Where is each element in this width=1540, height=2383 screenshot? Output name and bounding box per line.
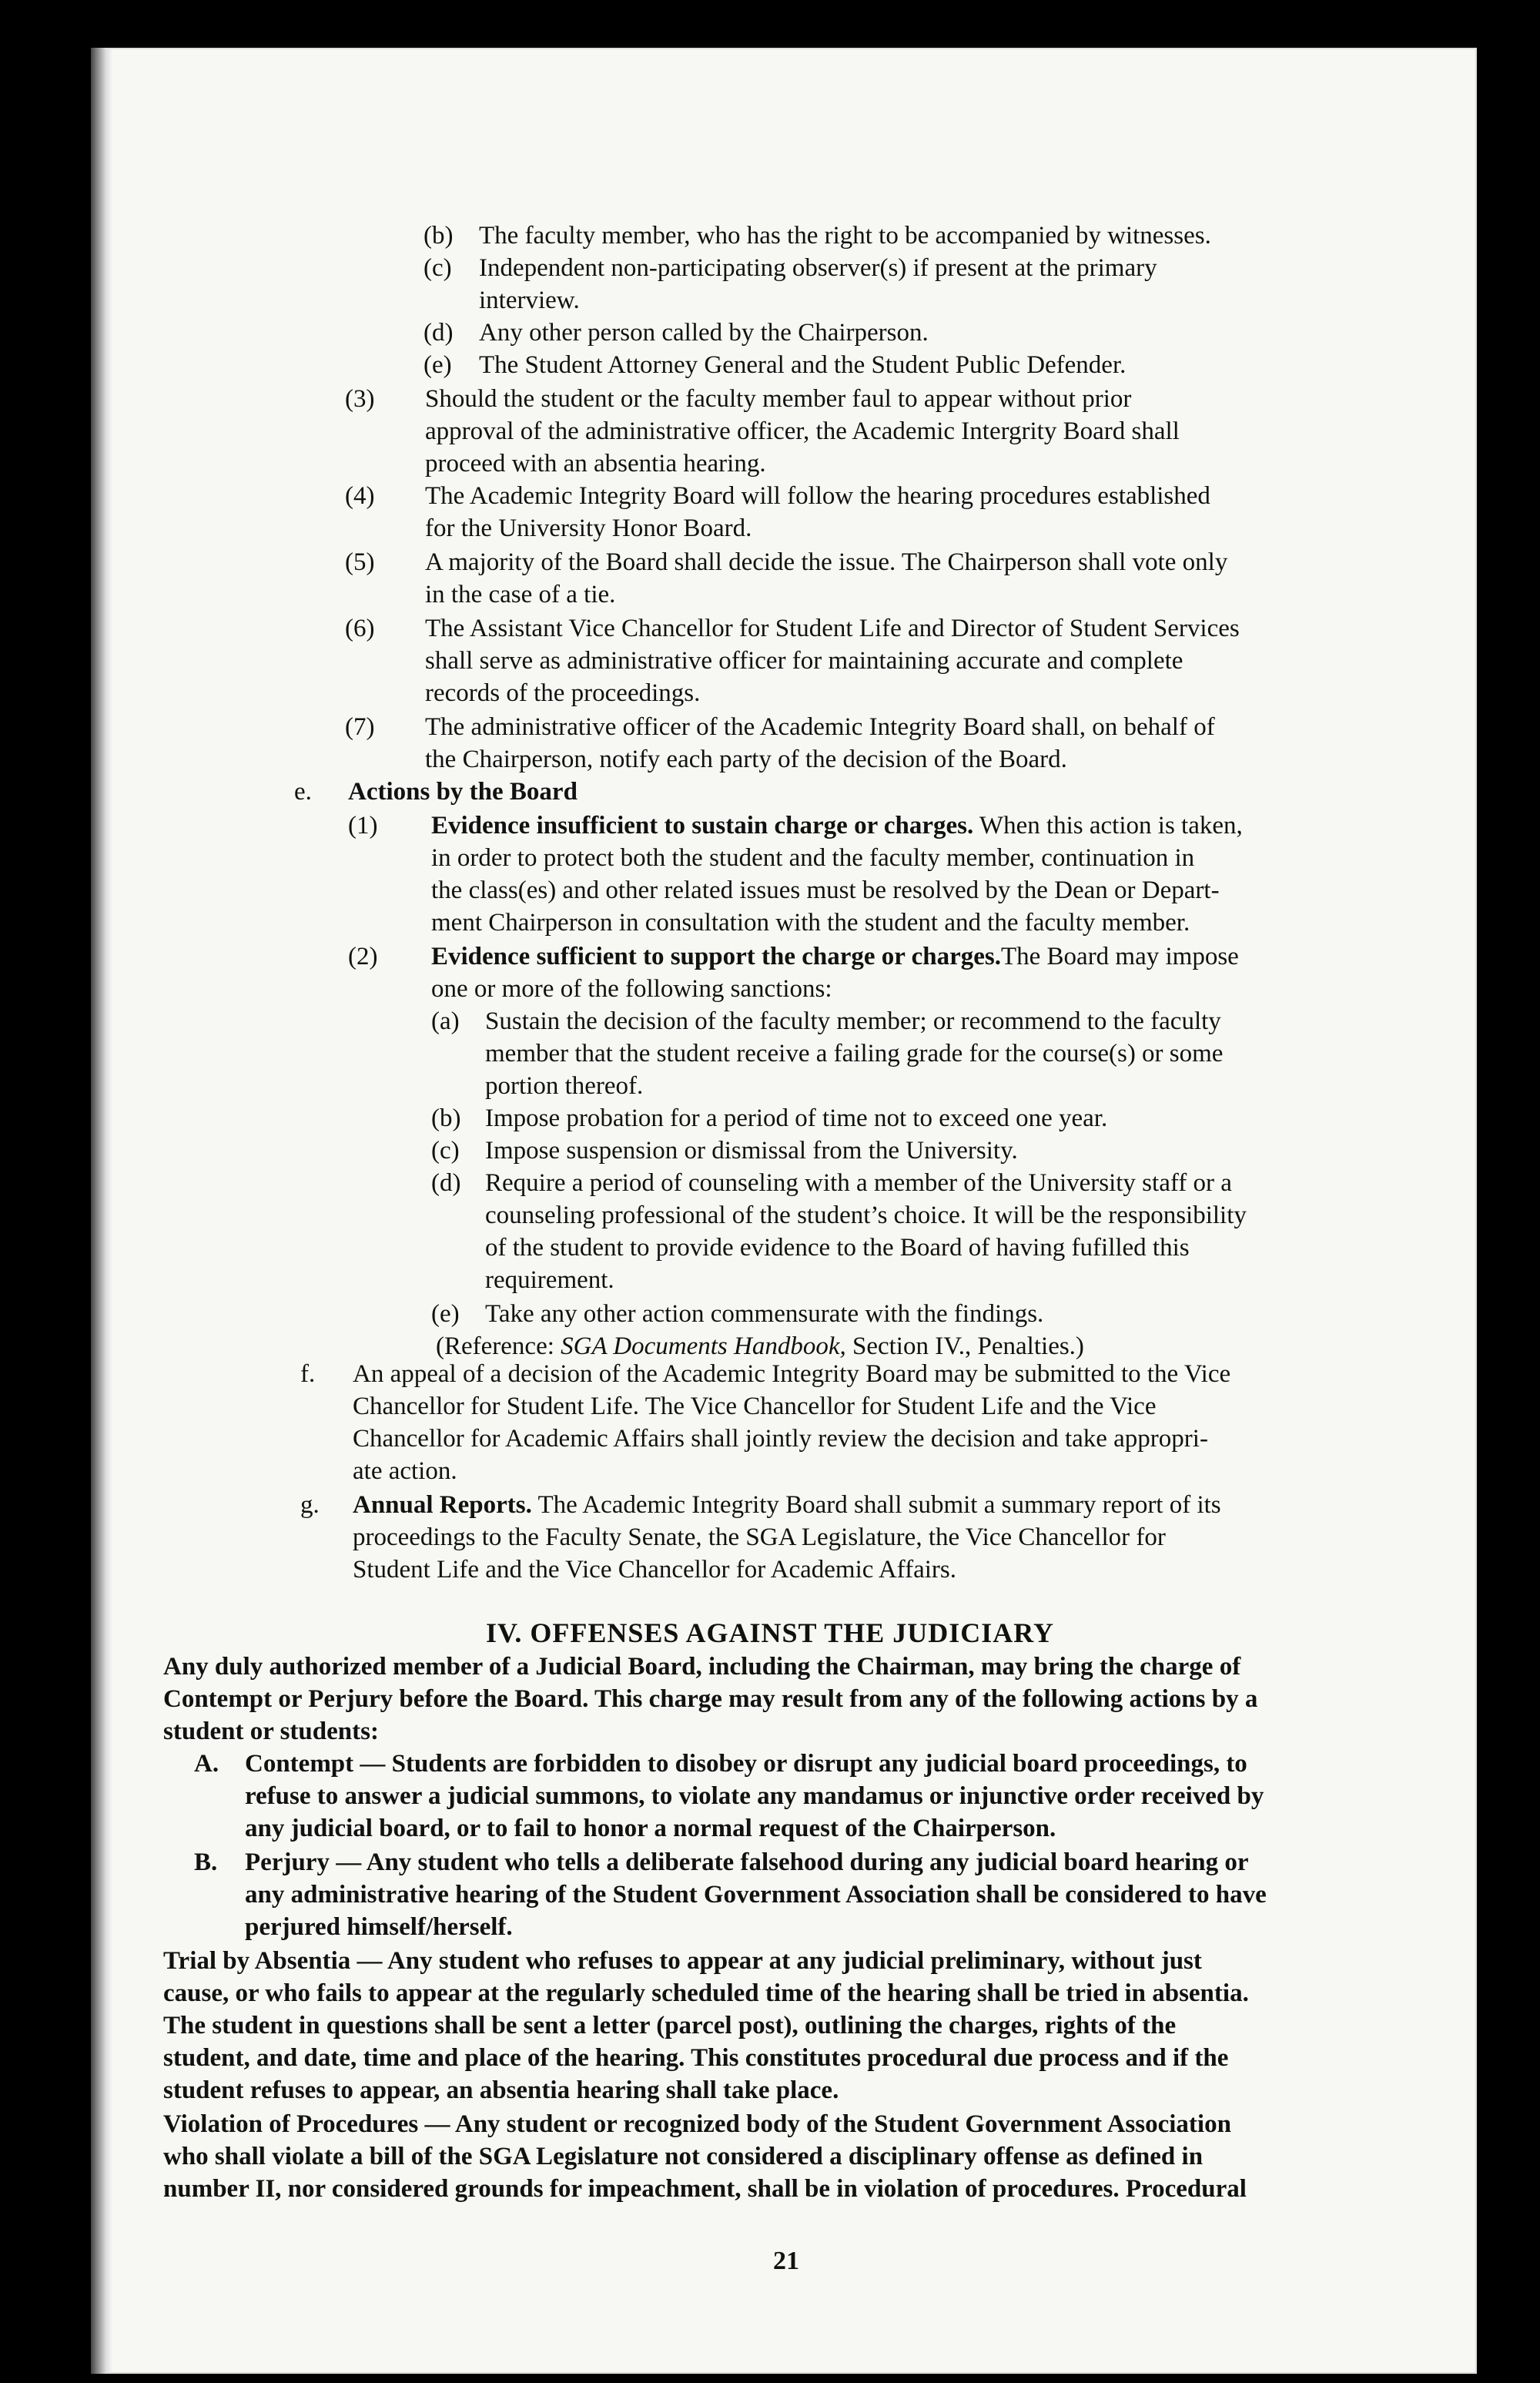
item-label: (b) — [424, 222, 454, 250]
item-text: Independent non-participating observer(s) if present at the primary — [479, 254, 1157, 282]
numbered-label: (5) — [345, 548, 375, 576]
item-text-cont: interview. — [479, 287, 580, 314]
sanction-label: (a) — [431, 1007, 460, 1035]
action-text — [431, 941, 1239, 972]
contempt-text: any judicial board, or to fail to honor a normal request of the Chairperson. — [245, 1815, 1056, 1842]
sanction-label: (c) — [431, 1137, 460, 1165]
numbered-text: the Chairperson, notify each party of the decision of the Board. — [425, 746, 1067, 773]
section-f-text: Chancellor for Academic Affairs shall jointly review the decision and take appropri- — [353, 1425, 1208, 1453]
contempt-text: refuse to answer a judicial summons, to violate any mandamus or injunctive order received by — [245, 1782, 1264, 1810]
section-g-text: Student Life and the Vice Chancellor for Academic Affairs. — [353, 1556, 956, 1584]
reference-pre: (Reference: — [436, 1332, 561, 1360]
perjury-text: any administrative hearing of the Student Government Association shall be considered to have — [245, 1881, 1267, 1909]
sanction-text: Impose probation for a period of time not to exceed one year. — [485, 1104, 1108, 1132]
action-bold: Evidence insufficient to sustain charge or charges. — [431, 812, 974, 840]
numbered-label: (4) — [345, 482, 375, 510]
section-f-text: An appeal of a decision of the Academic Integrity Board may be submitted to the Vice — [353, 1360, 1231, 1388]
sanction-text: member that the student receive a failing grade for the course(s) or some — [485, 1040, 1224, 1067]
reference-post: Section IV., Penalties.) — [845, 1332, 1084, 1360]
item-text: The faculty member, who has the right to be accompanied by witnesses. — [479, 222, 1211, 250]
perjury-text: perjured himself/herself. — [245, 1913, 513, 1941]
numbered-text: A majority of the Board shall decide the issue. The Chairperson shall vote only — [425, 548, 1228, 576]
violation-text: Violation of Procedures — Any student or recognized body of the Student Government Association — [163, 2110, 1231, 2138]
numbered-text: The Assistant Vice Chancellor for Student Life and Director of Student Services — [425, 615, 1240, 642]
item-label: (c) — [424, 254, 452, 282]
intro-text: student or students: — [163, 1718, 379, 1745]
item-text: The Student Attorney General and the Student Public Defender. — [479, 351, 1127, 379]
sanction-label: (d) — [431, 1169, 461, 1197]
section-g-text — [353, 1490, 1221, 1520]
sanction-text: of the student to provide evidence to the Board of having fufilled this — [485, 1234, 1190, 1262]
sanction-text: counseling professional of the student’s choice. It will be the responsibility — [485, 1202, 1247, 1229]
violation-text: number II, nor considered grounds for impeachment, shall be in violation of procedures. Procedural — [163, 2175, 1247, 2203]
item-label: (e) — [424, 351, 452, 379]
section-f-text: Chancellor for Student Life. The Vice Chancellor for Student Life and the Vice — [353, 1393, 1157, 1420]
violation-text: who shall violate a bill of the SGA Legislature not considered a disciplinary offense as defined in — [163, 2143, 1204, 2170]
action-text: the class(es) and other related issues must be resolved by the Dean or Depart- — [431, 876, 1220, 904]
action-text: ment Chairperson in consultation with the student and the faculty member. — [431, 909, 1190, 937]
numbered-text: records of the proceedings. — [425, 679, 701, 707]
section-g-label: g. — [300, 1491, 320, 1519]
section-g-rest: The Academic Integrity Board shall submit a summary report of its — [531, 1491, 1221, 1519]
numbered-label: (7) — [345, 713, 375, 741]
numbered-text: shall serve as administrative officer for maintaining accurate and complete — [425, 647, 1183, 675]
item-text: Any other person called by the Chairperson. — [479, 319, 929, 347]
action-bold: Evidence sufficient to support the charge or charges. — [431, 943, 1001, 970]
absentia-text: student, and date, time and place of the hearing. This constitutes procedural due process and if the — [163, 2044, 1229, 2072]
numbered-text: The Academic Integrity Board will follow the hearing procedures established — [425, 482, 1210, 510]
sanction-text: requirement. — [485, 1266, 614, 1294]
binding-edge — [91, 48, 112, 2374]
absentia-text: student refuses to appear, an absentia hearing shall take place. — [163, 2076, 839, 2104]
action-rest: The Board may impose — [1000, 943, 1239, 970]
perjury-label: B. — [194, 1848, 218, 1876]
numbered-text: Should the student or the faculty member faul to appear without prior — [425, 385, 1132, 413]
absentia-text: cause, or who fails to appear at the regularly scheduled time of the hearing shall be tried in absentia. — [163, 1979, 1249, 2007]
section-g-bold: Annual Reports. — [353, 1491, 532, 1519]
numbered-text: in the case of a tie. — [425, 581, 616, 608]
sanction-text: Impose suspension or dismissal from the University. — [485, 1137, 1018, 1165]
section-f-label: f. — [300, 1360, 316, 1388]
numbered-label: (3) — [345, 385, 375, 413]
numbered-text: The administrative officer of the Academic Integrity Board shall, on behalf of — [425, 713, 1215, 741]
section-heading: IV. OFFENSES AGAINST THE JUDICIARY — [486, 1617, 1054, 1648]
numbered-text: approval of the administrative officer, the Academic Intergrity Board shall — [425, 417, 1180, 445]
intro-text: Any duly authorized member of a Judicial Board, including the Chairman, may bring the charge of — [163, 1653, 1241, 1681]
page-number: 21 — [773, 2247, 799, 2275]
action-text: one or more of the following sanctions: — [431, 975, 832, 1003]
sanction-text: Require a period of counseling with a member of the University staff or a — [485, 1169, 1232, 1197]
item-label: (d) — [424, 319, 454, 347]
action-text — [431, 810, 1243, 841]
absentia-text: The student in questions shall be sent a letter (parcel post), outlining the charges, rights of the — [163, 2012, 1177, 2039]
contempt-text: Contempt — Students are forbidden to disobey or disrupt any judicial board proceedings, to — [245, 1750, 1247, 1778]
section-f-text: ate action. — [353, 1457, 457, 1485]
numbered-label: (6) — [345, 615, 375, 642]
sanction-text: Sustain the decision of the faculty member; or recommend to the faculty — [485, 1007, 1221, 1035]
action-label: (2) — [348, 943, 378, 970]
section-e-title: Actions by the Board — [348, 778, 578, 806]
absentia-text: Trial by Absentia — Any student who refuses to appear at any judicial preliminary, without just — [163, 1947, 1202, 1975]
numbered-text: proceed with an absentia hearing. — [425, 450, 766, 478]
section-g-text: proceedings to the Faculty Senate, the SGA Legislature, the Vice Chancellor for — [353, 1523, 1166, 1551]
section-e-label: e. — [294, 778, 312, 806]
numbered-text: for the University Honor Board. — [425, 514, 752, 542]
reference-note — [436, 1331, 1084, 1362]
action-text: in order to protect both the student and the faculty member, continuation in — [431, 844, 1195, 872]
reference-title: SGA Documents Handbook, — [561, 1332, 846, 1360]
perjury-text: Perjury — Any student who tells a deliberate falsehood during any judicial board hearing or — [245, 1848, 1249, 1876]
sanction-text: portion thereof. — [485, 1072, 644, 1100]
sanction-label: (e) — [431, 1300, 460, 1328]
action-label: (1) — [348, 812, 378, 840]
sanction-text: Take any other action commensurate with the findings. — [485, 1300, 1044, 1328]
action-rest: When this action is taken, — [973, 812, 1243, 840]
sanction-label: (b) — [431, 1104, 461, 1132]
intro-text: Contempt or Perjury before the Board. This charge may result from any of the following actions by a — [163, 1685, 1258, 1713]
contempt-label: A. — [194, 1750, 219, 1778]
